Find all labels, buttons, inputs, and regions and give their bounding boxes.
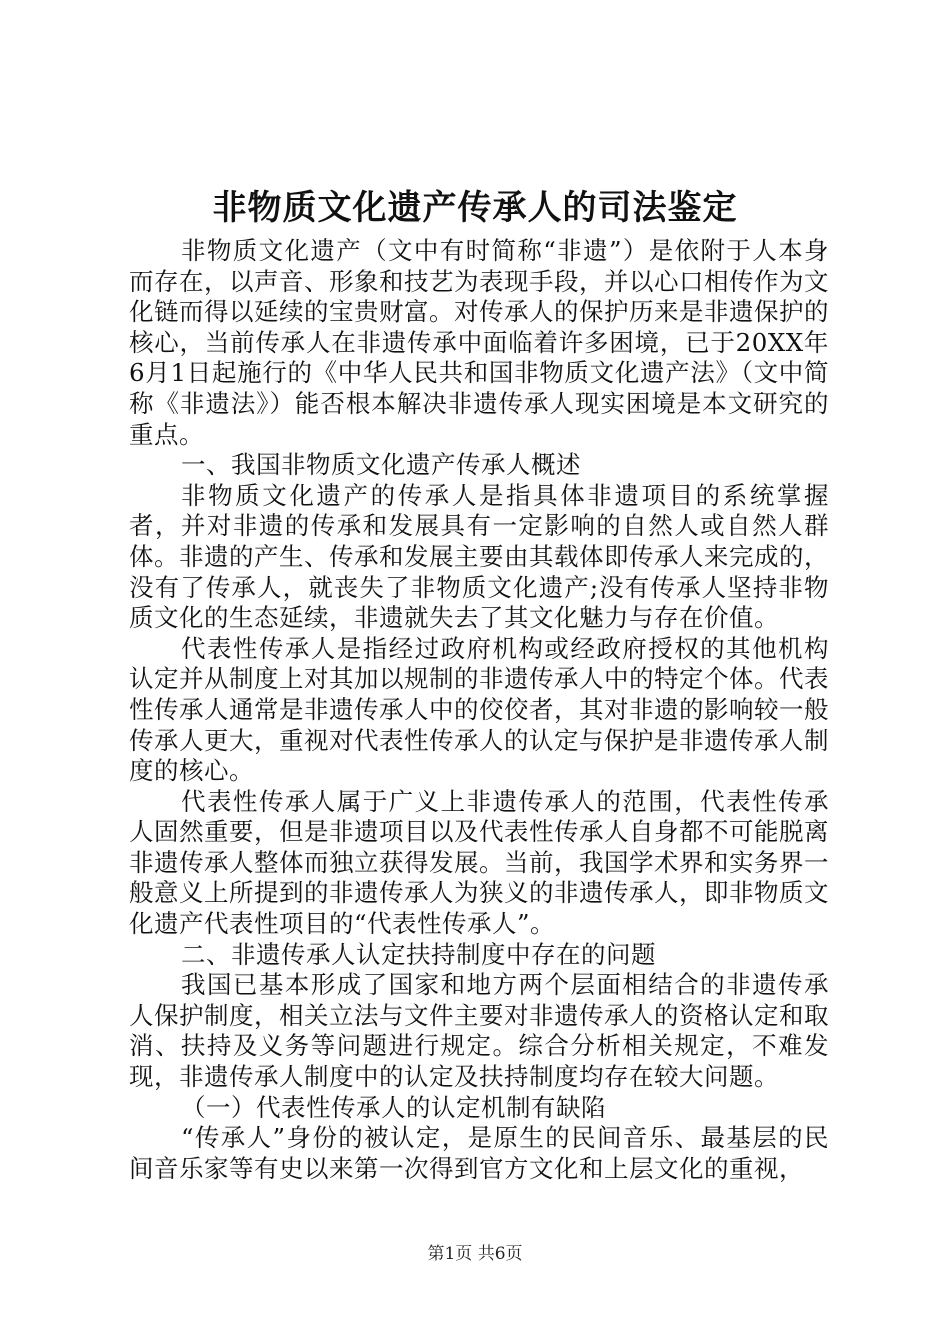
document-body: [129, 236, 829, 1184]
paragraph-representative-inheritor: 代表性传承人是指经过政府机构或经政府授权的其他机构认定并从制度上对其加以规制的非遗传承人中的特定个体。代表性传承人通常是非遗传承人中的佼佼者，其对非遗的影响较一般传承人更大，重视对代表性传承人的认定与保护是非遗传承人制度的核心。: [129, 633, 829, 786]
section-heading-1: 一、我国非物质文化遗产传承人概述: [181, 450, 581, 480]
paragraph-inheritor-definition: 非物质文化遗产的传承人是指具体非遗项目的系统掌握者，并对非遗的传承和发展具有一定影响的自然人或自然人群体。非遗的产生、传承和发展主要由其载体即传承人来完成的，没有了传承人，就丧失了非物质文化遗产;没有传承人坚持非物质文化的生态延续，非遗就失去了其文化魅力与存在价值。: [129, 480, 829, 633]
paragraph-recognition: “传承人”身份的被认定，是原生的民间音乐、最基层的民间音乐家等有史以来第一次得到官方文化和上层文化的重视，: [129, 1123, 829, 1183]
paragraph-scope: 代表性传承人属于广义上非遗传承人的范围，代表性传承人固然重要，但是非遗项目以及代表性传承人自身都不可能脱离非遗传承人整体而独立获得发展。当前，我国学术界和实务界一般意义上所提到的非遗传承人为狭义的非遗传承人，即非物质文化遗产代表性项目的“代表性传承人”。: [129, 786, 829, 939]
page-number-footer: 第1页 共6页: [427, 1244, 523, 1264]
section-heading-2: 二、非遗传承人认定扶持制度中存在的问题: [181, 939, 656, 969]
subsection-heading-1: （一）代表性传承人的认定机制有缺陷: [181, 1092, 606, 1122]
document-title: 非物质文化遗产传承人的司法鉴定: [212, 188, 738, 228]
paragraph-protection-system: 我国已基本形成了国家和地方两个层面相结合的非遗传承人保护制度，相关立法与文件主要对非遗传承人的资格认定和取消、扶持及义务等问题进行规定。综合分析相关规定，不难发现，非遗传承人制度中的认定及扶持制度均存在较大问题。: [129, 970, 829, 1092]
paragraph-intro: 非物质文化遗产（文中有时简称“非遗”）是依附于人本身而存在，以声音、形象和技艺为表现手段，并以心口相传作为文化链而得以延续的宝贵财富。对传承人的保护历来是非遗保护的核心，当前传承人在非遗传承中面临着许多困境，已于20XX年6月1日起施行的《中华人民共和国非物质文化遗产法》（文中简称《非遗法》）能否根本解决非遗传承人现实困境是本文研究的重点。: [129, 236, 829, 449]
